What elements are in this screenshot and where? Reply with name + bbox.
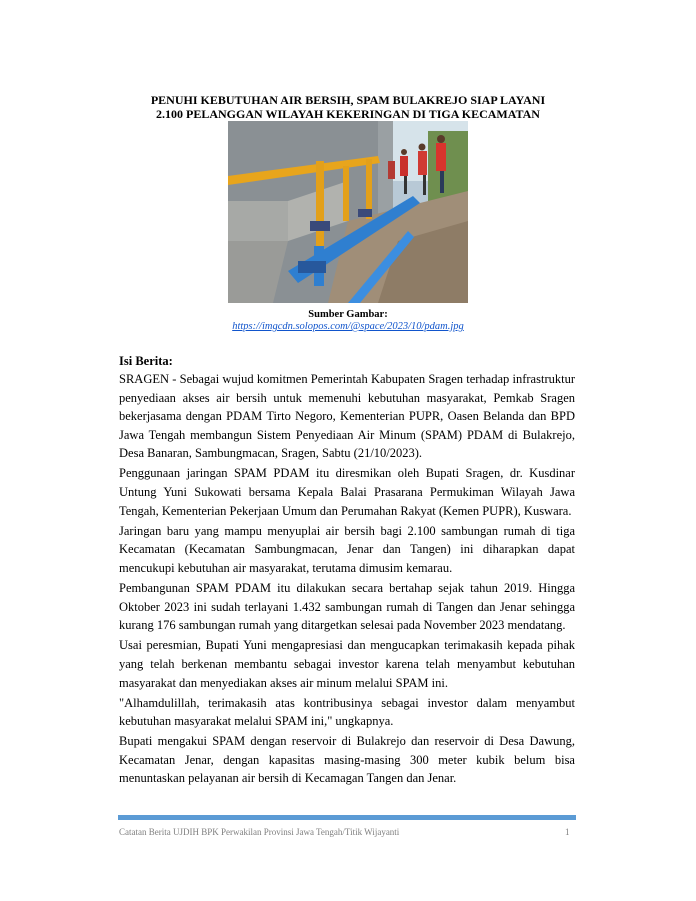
paragraph: Bupati mengakui SPAM dengan reservoir di Bulakrejo dan reservoir di Desa Dawung, Kecamatan Jenar, dengan kapasitas masing-masing 300 meter kubik belum bisa menuntaskan pelayanan air bersih di Kecamagan Tangen dan Jenar. (119, 734, 575, 786)
page-number: 1 (565, 827, 570, 837)
footer-divider (118, 815, 576, 820)
paragraph: Usai peresmian, Bupati Yuni mengapresiasi dan mengucapkan terimakasih kepada pihak yang telah berkenan membantu sebagai investor karena telah menyambut kebutuhan masyarakat dan menyediakan akses air minum melalui SPAM ini. (119, 638, 575, 690)
news-photo (228, 121, 468, 303)
title-line-2: 2.100 PELANGGAN WILAYAH KEKERINGAN DI TIGA KECAMATAN (156, 107, 540, 121)
image-source-link[interactable]: https://imgcdn.solopos.com/@space/2023/10/pdam.jpg (232, 321, 464, 332)
paragraph: Pembangunan SPAM PDAM itu dilakukan secara bertahap sejak tahun 2019. Hingga Oktober 2023 ini sudah terlayani 1.432 sambungan rumah di Tangen dan Jenar sehingga kurang 176 sambungan rumah yang ditargetkan selesai pada November 2023 mendatang. (119, 581, 575, 633)
paragraph: SRAGEN - Sebagai wujud komitmen Pemerintah Kabupaten Sragen terhadap infrastruktur penyediaan akses air bersih untuk memenuhi kebutuhan masyarakat, Pemkab Sragen bekerjasama dengan PDAM Tirto Negoro, Kementerian PUPR, Oasen Belanda dan BPD Jawa Tengah membangun Sistem Penyediaan Air Minum (SPAM) PDAM di Bulakrejo, Desa Banaran, Sambungmacan, Sragen, Sabtu (21/10/2023). (119, 372, 575, 461)
paragraph: "Alhamdulillah, terimakasih atas kontribusinya sebagai investor dalam menyambut kebutuhan masyarakat melalui SPAM ini," ungkapnya. (119, 695, 575, 729)
image-caption-label: Sumber Gambar: (308, 309, 388, 320)
article-title (100, 93, 596, 121)
footer-text: Catatan Berita UJDIH BPK Perwakilan Provinsi Jawa Tengah/Titik Wijayanti (119, 827, 400, 837)
article-body (119, 370, 575, 790)
paragraph: Jaringan baru yang mampu menyuplai air bersih bagi 2.100 sambungan rumah di tiga Kecamatan (Kecamatan Sambungmacan, Jenar dan Tangen) ini diharapkan dapat mencukupi kebutuhan air masyarakat, terutama dimusim kemarau. (119, 523, 575, 575)
title-line-1: PENUHI KEBUTUHAN AIR BERSIH, SPAM BULAKREJO SIAP LAYANI (150, 93, 546, 107)
section-heading: Isi Berita: (119, 354, 173, 368)
paragraph: Penggunaan jaringan SPAM PDAM itu diresmikan oleh Bupati Sragen, dr. Kusdinar Untung Yuni Sukowati bersama Kepala Balai Prasarana Permukiman Wilayah Jawa Tengah, Kementerian Pekerjaan Umum dan Perumahan Rakyat (Kemen PUPR), Kuswara. (119, 466, 575, 518)
